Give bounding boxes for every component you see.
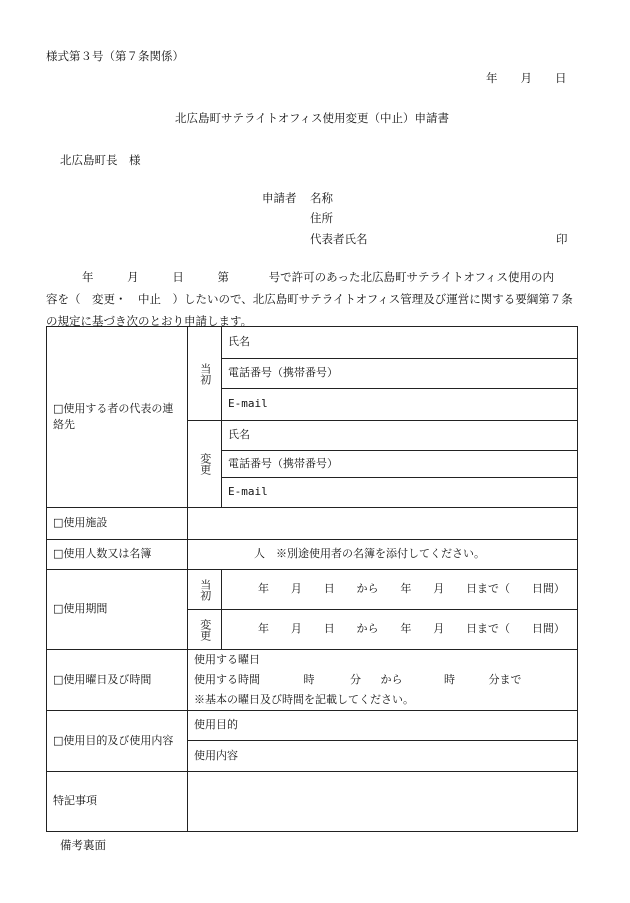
people-label: □使用人数又は名簿 <box>47 540 188 570</box>
contact-after-label: 変更 <box>188 421 222 508</box>
remarks-value[interactable] <box>188 772 578 832</box>
period-before-until: 日まで（ <box>466 582 511 596</box>
date-line: 年 月 日 <box>486 71 567 85</box>
contact-before-email[interactable]: E-mail <box>222 389 578 421</box>
remarks-label: 特記事項 <box>47 772 188 832</box>
contact-after-email[interactable]: E-mail <box>222 478 578 508</box>
schedule-minute-1: 分 <box>350 673 361 686</box>
period-after-year2: 年 <box>400 622 412 636</box>
seal-mark: 印 <box>556 232 568 246</box>
period-before-label: 当初 <box>188 570 222 610</box>
schedule-day-label: 使用する曜日 <box>194 653 260 666</box>
schedule-time-row <box>194 670 571 690</box>
contact-before-phone[interactable]: 電話番号（携帯番号） <box>222 359 578 389</box>
people-note: 人 ※別途使用者の名簿を添付してください。 <box>254 547 485 561</box>
period-before-row[interactable] <box>222 570 578 610</box>
facility-label: □使用施設 <box>47 508 188 540</box>
period-after-days: 日間） <box>531 622 565 636</box>
applicant-rep-label: 代表者氏名 <box>310 232 368 246</box>
content-sub-label: 使用内容 <box>194 748 238 762</box>
purpose-label: □使用目的及び使用内容 <box>47 711 188 772</box>
schedule-minute-2: 分まで <box>488 673 522 686</box>
body-paragraph <box>46 266 580 332</box>
body-month: 月 <box>127 270 139 284</box>
schedule-from: から <box>380 673 403 686</box>
schedule-note: ※基本の曜日及び時間を記載してください。 <box>194 693 414 706</box>
applicant-address-label: 住所 <box>310 211 333 225</box>
addressee: 北広島町長 様 <box>60 153 141 167</box>
form-number: 様式第３号（第７条関係） <box>46 49 184 63</box>
period-after-day: 日 <box>323 622 335 636</box>
period-before-days: 日間） <box>531 582 565 596</box>
schedule-hour-1: 時 <box>303 673 315 686</box>
people-value[interactable] <box>188 540 578 570</box>
body-line-3: の規定に基づき次のとおり申請します。 <box>46 314 253 328</box>
period-before-year2: 年 <box>400 582 412 596</box>
applicant-label: 申請者 <box>262 191 297 205</box>
period-label: □使用期間 <box>47 570 188 650</box>
applicant-name-label: 名称 <box>310 191 333 205</box>
document-title: 北広島町サテライトオフィス使用変更（中止）申請書 <box>175 111 450 125</box>
period-after-label: 変更 <box>188 610 222 650</box>
period-before-month: 月 <box>290 582 302 596</box>
contact-after-name[interactable]: 氏名 <box>222 421 578 451</box>
application-table <box>46 326 578 832</box>
period-before-month2: 月 <box>433 582 445 596</box>
period-after-until: 日まで（ <box>466 622 511 636</box>
footer-note: 備考裏面 <box>60 838 106 852</box>
content-value[interactable] <box>188 741 578 772</box>
contact-after-phone[interactable]: 電話番号（携帯番号） <box>222 451 578 478</box>
period-after-month: 月 <box>290 622 302 636</box>
contact-before-name[interactable]: 氏名 <box>222 327 578 359</box>
period-after-month2: 月 <box>433 622 445 636</box>
period-after-year: 年 <box>258 622 269 636</box>
period-after-row[interactable] <box>222 610 578 650</box>
schedule-label: □使用曜日及び時間 <box>47 650 188 711</box>
schedule-hour-2: 時 <box>444 673 455 686</box>
schedule-value[interactable] <box>188 650 578 711</box>
purpose-sub-label: 使用目的 <box>194 718 238 732</box>
schedule-time-label: 使用する時間 <box>194 673 260 686</box>
body-line-1 <box>46 266 580 288</box>
period-after-from: から <box>356 622 379 636</box>
period-before-year: 年 <box>258 582 269 596</box>
body-number-prefix: 第 <box>217 270 229 284</box>
body-line-2: 容を（ 変更・ 中止 ）したいので、北広島町サテライトオフィス管理及び運営に関する要綱第７条 <box>46 292 573 306</box>
contact-label: □使用する者の代表の連絡先 <box>47 327 188 508</box>
period-before-day: 日 <box>323 582 335 596</box>
contact-before-label: 当初 <box>188 327 222 421</box>
body-day: 日 <box>172 270 184 284</box>
body-line1-rest: 号で許可のあった北広島町サテライトオフィス使用の内 <box>268 270 555 284</box>
period-before-from: から <box>356 582 379 596</box>
body-year: 年 <box>82 270 94 284</box>
purpose-value[interactable] <box>188 711 578 741</box>
facility-value[interactable] <box>188 508 578 540</box>
